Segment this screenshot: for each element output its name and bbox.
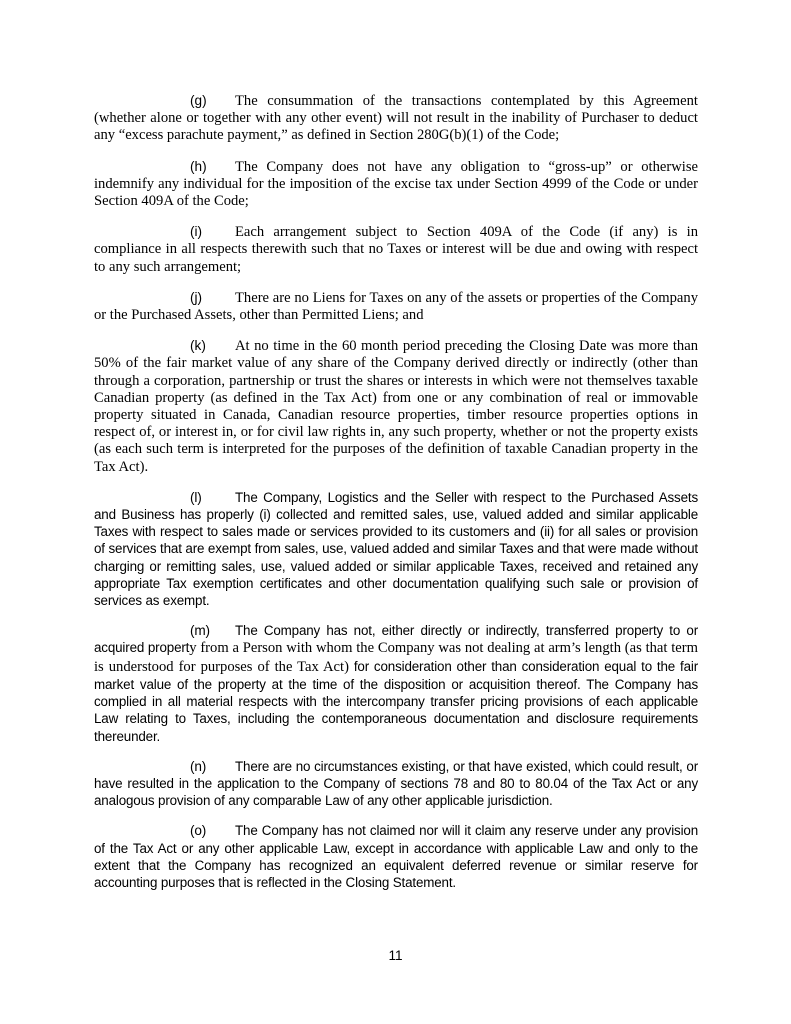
clause-g	[94, 92, 698, 145]
clause-label: (h)	[190, 158, 207, 174]
clause-text-part-b: for consideration other than consideration equal to the fair market value of the property at the time of the disposition or acquisition thereof. The Company has complied in all material respects with the intercompany transfer pricing provisions of each applicable Law relating to Taxes, including the contemporaneous documentation and disclosure requirements thereunder.	[94, 658, 698, 744]
document-page	[94, 92, 698, 904]
clause-label: (i)	[190, 224, 203, 240]
clause-text: The Company, Logistics and the Seller with respect to the Purchased Assets and Business has properly (i) collected and remitted sales, use, valued added and similar applicable Taxes with respect to sales made or services provided to its customers and (ii) for all sales or provision of services that are exempt from sales, use, valued added and similar Taxes and that were made without charging or remitting sales, use, valued added or similar applicable Taxes, received and retained any appropriate Tax exemption certificates and other documentation qualifying such sale or provision of services as exempt.	[94, 489, 698, 609]
clause-label: (n)	[190, 758, 207, 774]
clause-text: The Company does not have any obligation to “gross-up” or otherwise indemnify any individual for the imposition of the excise tax under Section 4999 of the Code or under Section 409A of the Code;	[94, 158, 698, 210]
clause-text: At no time in the 60 month period preceding the Closing Date was more than 50% of the fair market value of any share of the Company derived directly or indirectly (other than through a corporation, partnership or trust the shares or interests in which were not themselves taxable Canadian property (as defined in the Tax Act) from one or any combination of real or immovable property situated in Canada, Canadian resource properties, timber resource properties options in respect of, or interest in, or for civil law rights in, any such property, whether or not the property exists (as each such term is interpreted for the purposes of the definition of taxable Canadian property in the Tax Act).	[94, 338, 698, 475]
clause-text-part-a: The Company has not, either directly or indirectly, transferred property to or acquired propert	[94, 623, 698, 656]
clause-j	[94, 289, 698, 324]
clause-text: The Company has not claimed nor will it claim any reserve under any provision of the Tax Act or any other applicable Law, except in accordance with applicable Law and only to the extent that the Company has recognized an equivalent deferred revenue or similar reserve for accounting purposes that is reflected in the Closing Statement.	[94, 823, 698, 890]
clause-l	[94, 489, 698, 609]
clause-label: (o)	[190, 823, 207, 839]
clause-n	[94, 758, 698, 810]
page-number: 11	[388, 948, 403, 963]
clause-m	[94, 622, 698, 744]
clause-i	[94, 223, 698, 276]
clause-label: (m)	[190, 623, 210, 639]
clause-text: Each arrangement subject to Section 409A of the Code (if any) is in compliance in all respects therewith such that no Taxes or interest will be due and owing with respect to any such arrangement;	[94, 224, 698, 275]
clause-label: (k)	[190, 338, 206, 354]
clause-o	[94, 822, 698, 891]
clause-text-part-serif: y from a Person with whom the Company was not dealing at arm’s length (as that term is understood for purposes of the Tax Act)	[94, 640, 698, 675]
clause-k	[94, 337, 698, 476]
clause-label: (g)	[190, 93, 207, 108]
clause-h	[94, 158, 698, 211]
clause-text: There are no Liens for Taxes on any of the assets or properties of the Company or the Purchased Assets, other than Permitted Liens; and	[94, 289, 698, 324]
clause-text: The consummation of the transactions contemplated by this Agreement (whether alone or together with any other event) will not result in the inability of Purchaser to deduct any “excess parachute payment,” as defined in Section 280G(b)(1) of the Code;	[94, 93, 698, 144]
clause-text: There are no circumstances existing, or that have existed, which could result, or have resulted in the application to the Company of sections 78 and 80 to 80.04 of the Tax Act or any analogous provision of any comparable Law of any other applicable jurisdiction.	[94, 758, 698, 809]
clause-label: (j)	[190, 289, 203, 305]
clause-label: (l)	[190, 489, 202, 505]
